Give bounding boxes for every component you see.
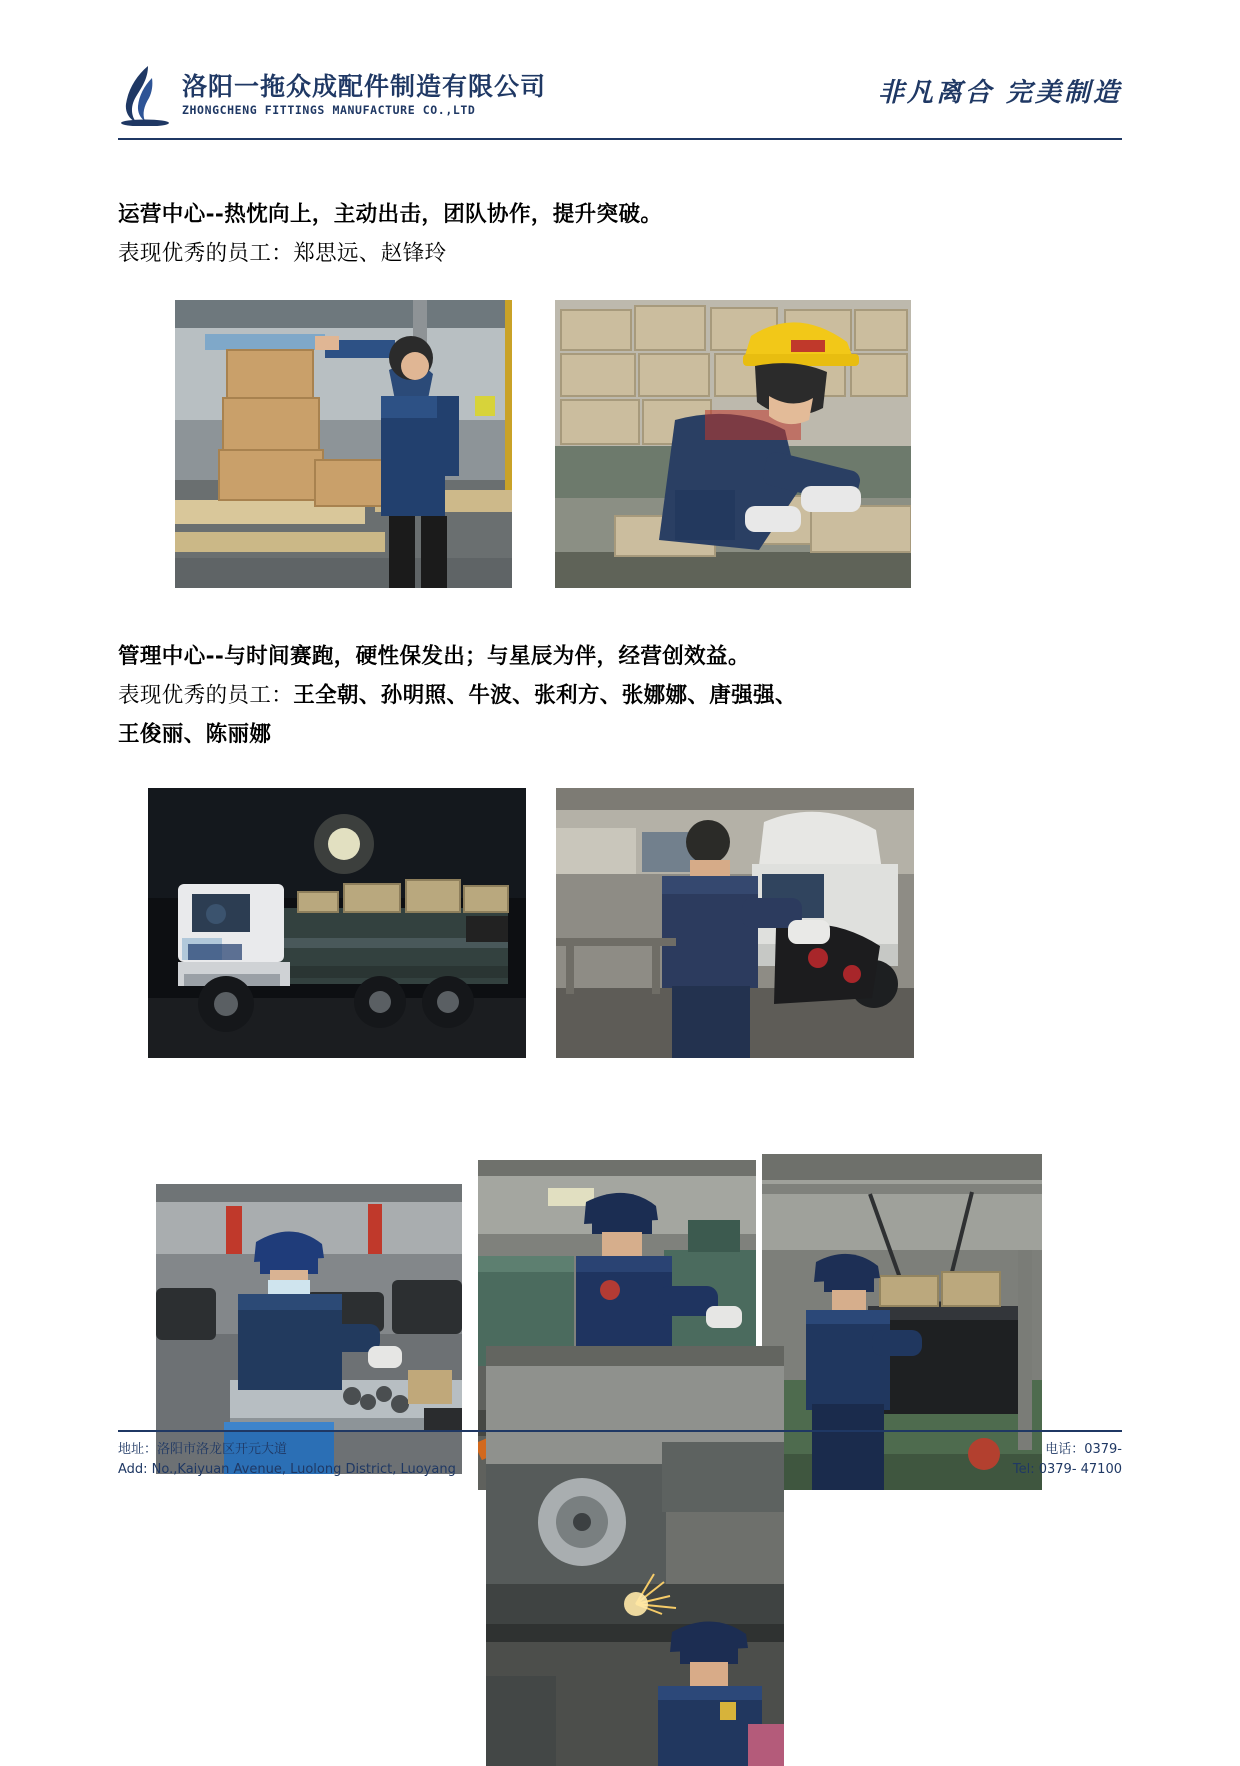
logo-text-block	[182, 74, 546, 115]
footer-address	[118, 1440, 456, 1480]
photo-management-worker-loading-parts	[556, 788, 914, 1058]
header-divider	[118, 138, 1122, 140]
photo-workshop-grinding-sparks	[486, 1346, 784, 1766]
section-operations	[118, 196, 1128, 273]
swoosh-logo-icon	[118, 64, 172, 126]
footer-tel-en: Tel: 0379- 47100	[1012, 1462, 1122, 1478]
section-operations-heading: 运营中心--热忱向上，主动出击，团队协作，提升突破。	[118, 202, 663, 227]
footer-tel-cn: 电话：0379-	[1045, 1442, 1122, 1457]
photo-management-night-truck-loading	[148, 788, 526, 1058]
employees-label-prefix: 表现优秀的员工：	[118, 682, 294, 708]
company-logo	[118, 64, 546, 126]
employees-names-line1: 王全朝、孙明照、牛波、张利方、张娜娜、唐强强、	[293, 682, 797, 708]
company-slogan: 非凡离合 完美制造	[877, 78, 1122, 108]
company-name-en: ZHONGCHENG FITTINGS MANUFACTURE CO.,LTD	[182, 102, 476, 117]
section-management-heading: 管理中心--与时间赛跑，硬性保发出；与星辰为伴，经营创效益。	[118, 644, 750, 669]
section-management-employees-line2	[118, 715, 1128, 755]
photo-workshop-crane-lifting-crate	[762, 1154, 1042, 1490]
section-management	[118, 638, 1128, 755]
footer-address-en: Add: No.,Kaiyuan Avenue, Luolong District, Luoyang	[118, 1462, 456, 1478]
section-management-employees-line1	[118, 676, 1128, 716]
page-header	[118, 62, 1122, 140]
employees-names-line2: 王俊丽、陈丽娜	[118, 722, 272, 748]
company-name-cn: 洛阳一拖众成配件制造有限公司	[182, 72, 547, 102]
section-operations-employees: 表现优秀的员工：郑思远、赵锋玲	[118, 240, 447, 266]
footer-address-cn: 地址：洛阳市洛龙区开元大道	[118, 1442, 288, 1457]
footer-divider	[118, 1430, 1122, 1432]
photo-operations-worker-stacking-boxes	[175, 300, 512, 588]
footer-contact	[1013, 1440, 1122, 1480]
photo-operations-worker-yellow-helmet	[555, 300, 911, 588]
